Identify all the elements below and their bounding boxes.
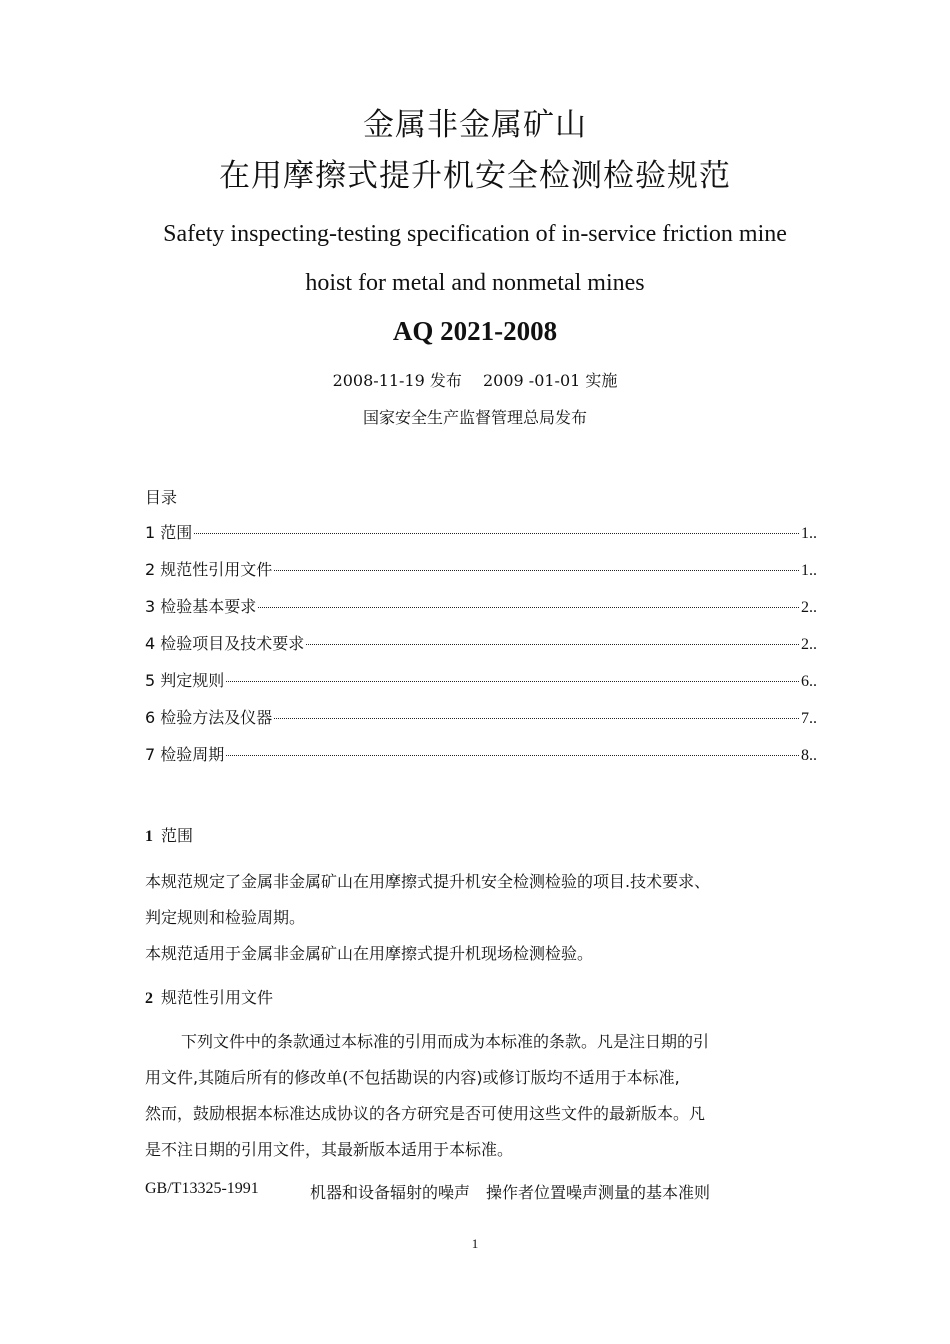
section-number: 1 xyxy=(145,828,153,845)
toc-entry[interactable] xyxy=(145,631,817,668)
section-1-paragraph-2: 本规范适用于金属非金属矿山在用摩擦式提升机现场检测检验。 xyxy=(145,944,594,963)
toc-heading: 目录 xyxy=(145,488,178,507)
toc-entry[interactable] xyxy=(145,705,817,742)
publication-dates: 2008-11-19 发布 2009 -01-01 实施 xyxy=(332,371,618,390)
toc-dot-leader xyxy=(306,644,799,645)
toc-entry-page: 7.. xyxy=(801,710,817,727)
normative-reference xyxy=(145,1180,825,1203)
toc-entry-page: 8.. xyxy=(801,747,817,764)
reference-title: 机器和设备辐射的噪声 操作者位置噪声测量的基本准则 xyxy=(310,1183,711,1202)
section-number: 2 xyxy=(145,990,153,1007)
toc-entry-label: 1 范围 xyxy=(145,523,193,542)
toc-entry[interactable] xyxy=(145,668,817,705)
paragraph-line: 然而，鼓励根据本标准达成协议的各方研究是否可使用这些文件的最新版本。凡 xyxy=(145,1104,706,1123)
section-2-heading xyxy=(145,980,825,1017)
section-title: 规范性引用文件 xyxy=(161,988,274,1007)
section-1-heading xyxy=(145,818,825,855)
toc-entry-label: 7 检验周期 xyxy=(145,745,225,764)
toc-entry-label: 5 判定规则 xyxy=(145,671,225,690)
toc-entry-page: 6.. xyxy=(801,673,817,690)
section-2-paragraph xyxy=(145,1024,825,1168)
toc-dot-leader xyxy=(226,755,799,756)
toc-entry[interactable] xyxy=(145,520,817,557)
english-title-line1: Safety inspecting-testing specification of in-service friction mine xyxy=(163,221,787,247)
toc-dot-leader xyxy=(194,533,799,534)
toc-entry-label: 3 检验基本要求 xyxy=(145,597,257,616)
section-title: 范围 xyxy=(161,826,194,845)
table-of-contents xyxy=(145,520,817,779)
toc-entry[interactable] xyxy=(145,594,817,631)
toc-dot-leader xyxy=(258,607,799,608)
toc-dot-leader xyxy=(226,681,799,682)
section-1-paragraph-1 xyxy=(145,864,825,936)
toc-entry-page: 2.. xyxy=(801,599,817,616)
toc-entry-label: 4 检验项目及技术要求 xyxy=(145,634,305,653)
toc-entry-page: 1.. xyxy=(801,525,817,542)
paragraph-line: 用文件,其随后所有的修改单(不包括勘误的内容)或修订版均不适用于本标准, xyxy=(145,1068,680,1087)
document-title-line1: 金属非金属矿山 xyxy=(363,107,587,143)
page-number: 1 xyxy=(471,1236,479,1251)
toc-entry[interactable] xyxy=(145,557,817,594)
document-title-line2: 在用摩擦式提升机安全检测检验规范 xyxy=(219,158,731,194)
standard-code: AQ 2021-2008 xyxy=(392,316,558,346)
toc-entry-label: 6 检验方法及仪器 xyxy=(145,708,273,727)
toc-entry-page: 2.. xyxy=(801,636,817,653)
paragraph-line: 是不注日期的引用文件，其最新版本适用于本标准。 xyxy=(145,1140,514,1159)
paragraph-line: 本规范规定了金属非金属矿山在用摩擦式提升机安全检测检验的项目.技术要求、 xyxy=(145,872,711,891)
issuing-authority: 国家安全生产监督管理总局发布 xyxy=(362,408,587,427)
paragraph-line: 判定规则和检验周期。 xyxy=(145,908,306,927)
reference-code: GB/T13325-1991 xyxy=(145,1180,259,1197)
toc-entry[interactable] xyxy=(145,742,817,779)
toc-entry-page: 1.. xyxy=(801,562,817,579)
toc-dot-leader xyxy=(274,718,799,719)
english-title-line2: hoist for metal and nonmetal mines xyxy=(305,270,645,296)
paragraph-line: 下列文件中的条款通过本标准的引用而成为本标准的条款。凡是注日期的引 xyxy=(181,1032,710,1051)
toc-dot-leader xyxy=(274,570,799,571)
toc-entry-label: 2 规范性引用文件 xyxy=(145,560,273,579)
